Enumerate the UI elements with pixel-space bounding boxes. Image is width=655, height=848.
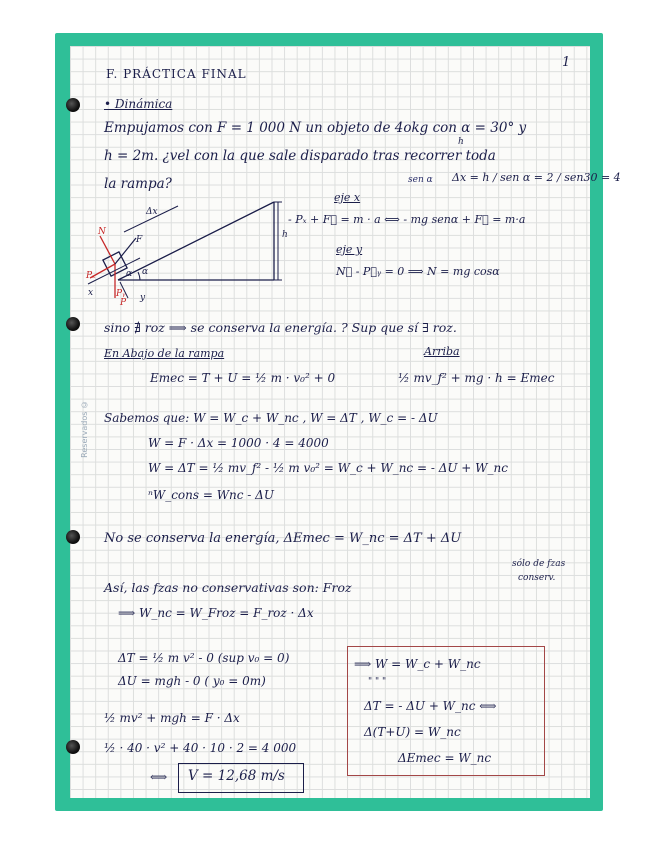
asi-line: Así, las fzas no conservativas son: Froz — [104, 580, 352, 595]
friction-line: sino ∄ roz ⟹ se conserva la energía. ? Sup que sí ∃ roz. — [104, 320, 457, 335]
box-line-1: ⟹ W = W_c + W_nc — [354, 657, 481, 671]
binder-hole-2 — [66, 317, 80, 331]
diagram-f: F — [136, 235, 143, 245]
dx-formula: Δx = h / sen α = 2 / sen30 = 4 — [452, 171, 621, 184]
box-line-2: " " " — [368, 677, 387, 687]
diagram-py: Pᵧ — [116, 289, 126, 299]
conserv-note: conserv. — [518, 573, 556, 583]
eq-x: - Pₓ + F⃗ = m · a ⟺ - mg senα + F⃗ = m·a — [288, 213, 526, 226]
eje-y-label: eje y — [336, 243, 363, 256]
watermark: Reservados © — [80, 400, 89, 458]
arriba-heading: Arriba — [424, 345, 460, 358]
problem-line-1: Empujamos con F = 1 000 N un objeto de 4okg con α = 30° y — [104, 120, 527, 136]
no-conserva-line: No se conserva la energía, ΔEmec = W_nc = ΔT + ΔU — [104, 531, 462, 546]
box-line-3: ΔT = - ΔU + W_nc ⟺ — [364, 699, 497, 713]
delta-t-line: ΔT = ½ m v² - 0 (sup v₀ = 0) — [118, 651, 290, 665]
solo-fzas-note: sólo de fzas — [512, 559, 566, 569]
diagram-h: h — [282, 230, 288, 240]
abajo-heading: En Abajo de la rampa — [104, 347, 225, 360]
diagram-axis-y: y — [140, 293, 146, 303]
section-heading: • Dinámica — [104, 97, 173, 111]
sabemos-line: Sabemos que: W = W_c + W_nc , W = ΔT , W_c = - ΔU — [104, 411, 438, 425]
diagram-alpha: α — [142, 267, 149, 277]
dx-lead: sen α — [408, 175, 433, 185]
emec-top: ½ mv_f² + mg · h = Emec — [398, 371, 555, 385]
box-line-4: Δ(T+U) = W_nc — [364, 725, 461, 739]
work-cons-line: ⁿW_cons = Wnc - ΔU — [148, 488, 274, 502]
page-title: F. PRÁCTICA FINAL — [106, 67, 247, 81]
problem-line-2-annotation: h — [458, 137, 464, 147]
diagram-px: Pₓ — [86, 271, 96, 281]
box-line-5: ΔEmec = W_nc — [398, 751, 492, 765]
diagram-delta-x: Δx — [146, 207, 158, 217]
numeric-line: ½ · 40 · v² + 40 · 10 · 2 = 4 000 — [104, 741, 297, 755]
binder-hole-4 — [66, 740, 80, 754]
delta-u-line: ΔU = mgh - 0 ( y₀ = 0m) — [118, 674, 266, 688]
diagram-angle-a: α — [126, 269, 133, 279]
problem-line-3: la rampa? — [104, 176, 172, 192]
ramp-diagram — [78, 176, 308, 305]
diagram-axis-x: x — [88, 288, 94, 298]
work-force-line: W = F · Δx = 1000 · 4 = 4000 — [148, 436, 329, 450]
eje-x-label: eje x — [334, 191, 361, 204]
problem-line-2: h = 2m. ¿vel con la que sale disparado tras recorrer toda — [104, 148, 496, 164]
page-number: 1 — [562, 55, 571, 70]
work-kinetic-line: W = ΔT = ½ mv_f² - ½ m v₀² = W_c + W_nc = - ΔU + W_nc — [148, 461, 508, 475]
diagram-p: P — [120, 298, 127, 308]
wnc-froz-line: ⟹ W_nc = W_Froz = F_roz · Δx — [118, 606, 314, 620]
eq-y: N⃗ - P⃗ᵧ = 0 ⟹ N = mg cosα — [336, 265, 500, 278]
energy-balance-line: ½ mv² + mgh = F · Δx — [104, 711, 240, 725]
binder-hole-3 — [66, 530, 80, 544]
emec-bottom: Emec = T + U = ½ m · v₀² + 0 — [150, 371, 336, 385]
result-arrow: ⟺ — [150, 770, 168, 784]
result-value: V = 12,68 m/s — [188, 768, 285, 784]
binder-hole-1 — [66, 98, 80, 112]
diagram-n: N — [98, 227, 106, 237]
